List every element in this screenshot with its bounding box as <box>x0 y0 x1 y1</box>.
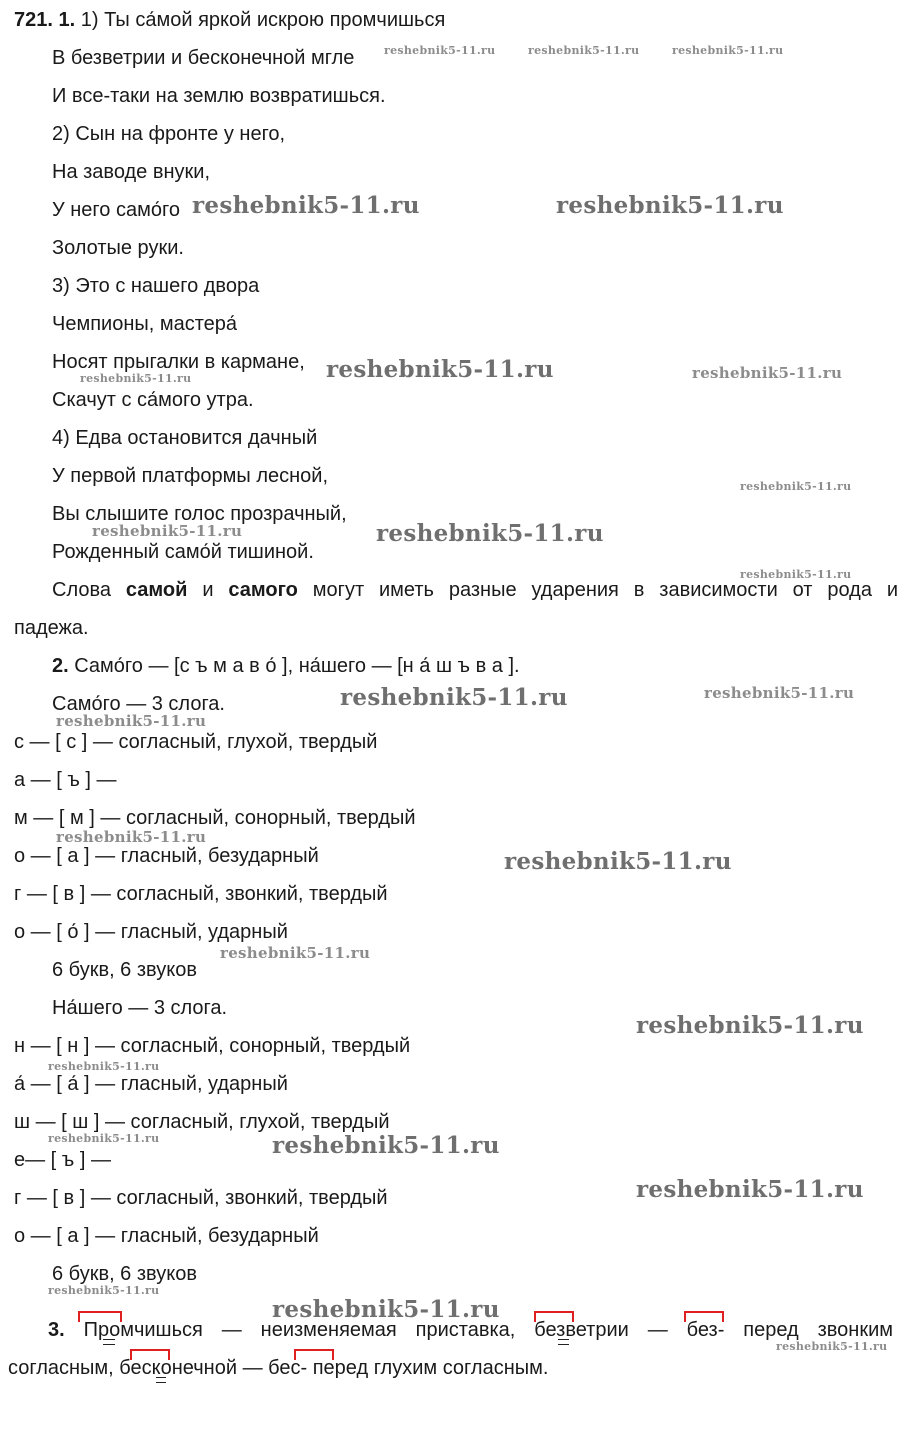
poem-line: Носят прыгалки в кармане, <box>52 351 305 373</box>
part3-number: 3. <box>48 1319 65 1341</box>
watermark: reshebnik5-11.ru <box>740 568 852 581</box>
poem-line: 2) Сын на фронте у него, <box>52 123 286 145</box>
letter-count: 6 букв, 6 звуков <box>52 959 197 981</box>
part3-text: перед звонким <box>743 1319 894 1341</box>
watermark: reshebnik5-11.ru <box>672 44 784 57</box>
watermark: reshebnik5-11.ru <box>220 944 371 962</box>
watermark: reshebnik5-11.ru <box>48 1060 160 1073</box>
part3-text <box>534 1319 629 1341</box>
watermark: reshebnik5-11.ru <box>56 828 207 846</box>
poem-line: 3) Это с нашего двора <box>52 275 260 297</box>
watermark: reshebnik5-11.ru <box>692 364 843 382</box>
consonant-underline <box>103 1339 115 1345</box>
part2-heading <box>52 654 520 678</box>
consonant-underline <box>558 1339 569 1345</box>
watermark: reshebnik5-11.ru <box>80 372 192 385</box>
part3-text: перед глухим согласным. <box>307 1357 549 1379</box>
conclusion-line <box>52 578 898 602</box>
conclusion-text: Слова <box>52 579 111 601</box>
poem-line: У первой платформы лесной, <box>52 465 329 487</box>
poem-line: В безветрии и бесконечной мгле <box>52 47 355 69</box>
poem-line: 4) Едва остановится дачный <box>52 427 318 449</box>
poem-line: У него само́го <box>52 199 180 221</box>
poem-line: И все-таки на землю возвратишься. <box>52 85 386 107</box>
prefix-mark <box>534 1311 574 1322</box>
conclusion-word: самой <box>125 579 188 601</box>
prefix: бес <box>119 1357 152 1379</box>
transcription: Само́го — [с ъ м а в о́ ], на́шего — [н а́ ш ъ в а ]. <box>74 655 520 677</box>
consonant-underline <box>156 1377 166 1383</box>
poem-line: Вы слышите голос прозрачный, <box>52 503 347 525</box>
part3-text: согласным, <box>8 1357 120 1379</box>
syllables-title: Само́го — 3 слога. <box>52 693 225 715</box>
prefix: без <box>534 1319 566 1341</box>
watermark: reshebnik5-11.ru <box>92 522 243 540</box>
watermark: reshebnik5-11.ru <box>376 520 604 547</box>
watermark: reshebnik5-11.ru <box>340 684 568 711</box>
poem-line: Золотые руки. <box>52 237 184 259</box>
watermark: reshebnik5-11.ru <box>740 480 852 493</box>
exercise-first-line <box>14 8 445 32</box>
watermark: reshebnik5-11.ru <box>272 1132 500 1159</box>
watermark: reshebnik5-11.ru <box>192 192 420 219</box>
letter-analysis: а́ — [ а́ ] — гласный, ударный <box>14 1073 288 1095</box>
word-rest: мчишься <box>120 1319 203 1341</box>
poem-line: Чемпионы, мастера́ <box>52 313 238 335</box>
prefix: бес- <box>268 1357 308 1379</box>
prefix-mark <box>684 1311 724 1322</box>
letter-analysis: ш — [ ш ] — согласный, глухой, твердый <box>14 1111 390 1133</box>
prefix-mark <box>294 1349 334 1360</box>
watermark: reshebnik5-11.ru <box>528 44 640 57</box>
letter-analysis: о — [ а ] — гласный, безударный <box>14 845 319 867</box>
letter-analysis: м — [ м ] — согласный, сонорный, твердый <box>14 807 416 829</box>
prefix-mark <box>130 1349 170 1360</box>
poem-line: На заводе внуки, <box>52 161 210 183</box>
part2-number: 2. <box>52 655 69 677</box>
prefix-mark <box>78 1311 122 1322</box>
watermark: reshebnik5-11.ru <box>56 712 207 730</box>
conclusion-word: самого <box>228 579 298 601</box>
letter-analysis: г — [ в ] — согласный, звонкий, твердый <box>14 883 388 905</box>
watermark: reshebnik5-11.ru <box>504 848 732 875</box>
exercise-number: 721. 1. <box>14 9 76 31</box>
syllables-title: На́шего — 3 слога. <box>52 997 228 1019</box>
watermark: reshebnik5-11.ru <box>556 192 784 219</box>
word-rest: конечной <box>151 1357 238 1379</box>
conclusion-line: падежа. <box>14 617 89 639</box>
watermark: reshebnik5-11.ru <box>704 684 855 702</box>
letter-analysis: о — [ а ] — гласный, безударный <box>14 1225 319 1247</box>
poem-line: Рожденный само́й тишиной. <box>52 541 314 563</box>
part3-line <box>8 1356 548 1380</box>
watermark: reshebnik5-11.ru <box>48 1284 160 1297</box>
conclusion-text: могут иметь разные ударения в зависимости от рода и <box>312 579 899 601</box>
part3-text: — <box>647 1319 687 1341</box>
letter-analysis: н — [ н ] — согласный, сонорный, твердый <box>14 1035 411 1057</box>
watermark: reshebnik5-11.ru <box>384 44 496 57</box>
letter-analysis: г — [ в ] — согласный, звонкий, твердый <box>14 1187 388 1209</box>
letter-analysis: с — [ с ] — согласный, глухой, твердый <box>14 731 378 753</box>
conclusion-text: и <box>202 579 214 601</box>
watermark: reshebnik5-11.ru <box>272 1296 500 1323</box>
part3-text <box>84 1319 203 1341</box>
prefix: без- <box>686 1319 725 1341</box>
watermark: reshebnik5-11.ru <box>326 356 554 383</box>
letter-analysis: о — [ о́ ] — гласный, ударный <box>14 921 288 943</box>
poem-line: Скачут с са́мого утра. <box>52 389 254 411</box>
watermark: reshebnik5-11.ru <box>48 1132 160 1145</box>
part3-text: — неизменяемая приставка, <box>221 1319 535 1341</box>
part3-text: — <box>237 1357 269 1379</box>
watermark: reshebnik5-11.ru <box>776 1340 888 1353</box>
poem-line: 1) Ты са́мой яркой искрою промчишься <box>80 9 446 31</box>
letter-count: 6 букв, 6 звуков <box>52 1263 197 1285</box>
letter-analysis: а — [ ъ ] — <box>14 769 117 791</box>
watermark: reshebnik5-11.ru <box>636 1176 864 1203</box>
prefix: Про <box>83 1319 121 1341</box>
word-rest: ветрии <box>565 1319 629 1341</box>
letter-analysis: е— [ ъ ] — <box>14 1149 111 1171</box>
watermark: reshebnik5-11.ru <box>636 1012 864 1039</box>
